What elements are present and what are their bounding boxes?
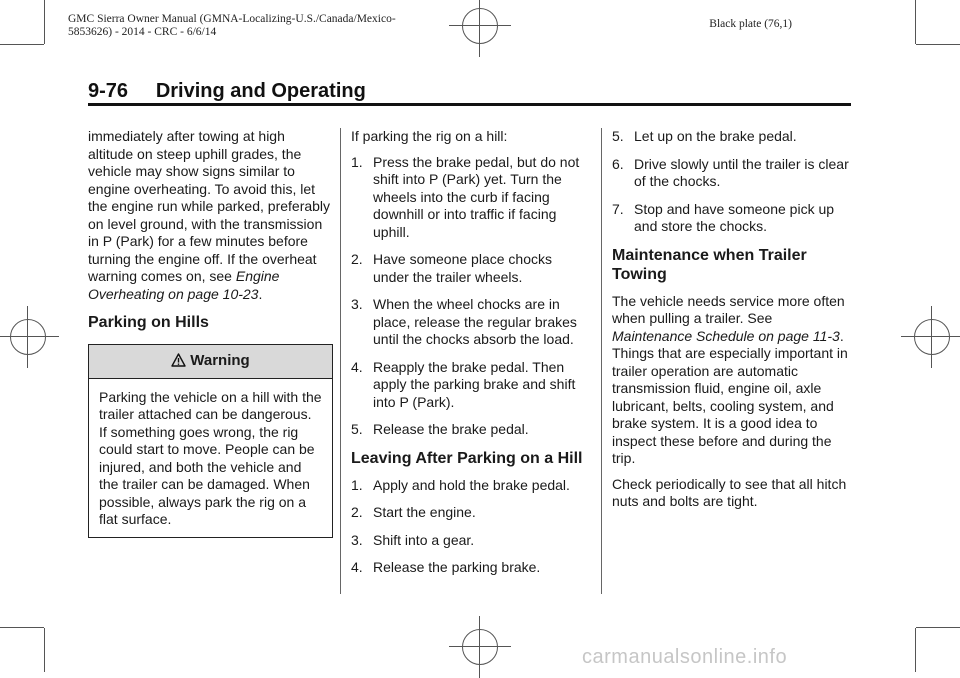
step-text: Have someone place chocks under the trailer wheels.: [373, 251, 552, 285]
registration-mark-icon: [914, 319, 950, 355]
print-header-line1: GMC Sierra Owner Manual (GMNA-Localizing-U.S./Canada/Mexico-: [68, 13, 396, 25]
list-item: [612, 156, 852, 191]
list-item: [351, 532, 589, 550]
step-text: Press the brake pedal, but do not shift into P (Park) yet. Turn the wheels into the curb if facing downhill or into traffic if facing uphill.: [373, 153, 580, 240]
step-text: Shift into a gear.: [373, 531, 475, 548]
crop-mark: [916, 44, 960, 45]
step-text: Drive slowly until the trailer is clear of the chocks.: [634, 155, 849, 189]
list-item: [351, 154, 589, 242]
step-list: [351, 477, 589, 577]
warning-box: [88, 344, 333, 538]
print-header-line2: 5853626) - 2014 - CRC - 6/6/14: [68, 26, 217, 38]
step-text: Let up on the brake pedal.: [634, 128, 797, 144]
paragraph: [88, 128, 333, 303]
list-item: [351, 296, 589, 349]
step-number: 1.: [351, 476, 363, 493]
warning-triangle-icon: [171, 353, 186, 372]
section-heading: Maintenance when Trailer Towing: [612, 246, 807, 283]
paragraph-text-end: . Things that are especially important in trailer operation are automatic transmission fluid, engine oil, axle lubricant, belts, cooling system, and brake system. It is a good idea to inspect these before and during the trip.: [612, 327, 848, 466]
page-title: 9-76 Driving and Operating: [88, 80, 366, 102]
step-list: [612, 128, 852, 236]
list-item: [351, 559, 589, 577]
step-number: 7.: [612, 200, 624, 217]
list-item: [612, 201, 852, 236]
cross-reference-link[interactable]: Maintenance Schedule on page 11-3: [612, 327, 840, 344]
paragraph-text: The vehicle needs service more often when pulling a trailer. See: [612, 292, 845, 326]
list-item: [351, 504, 589, 522]
step-number: 2.: [351, 504, 363, 520]
crop-mark: [44, 0, 45, 44]
list-item: [351, 359, 589, 412]
crop-mark: [0, 627, 44, 628]
list-item: [351, 251, 589, 286]
paragraph: [612, 293, 852, 468]
paragraph: Check periodically to see that all hitch nuts and bolts are tight.: [612, 475, 847, 509]
step-number: 4.: [351, 559, 363, 575]
crop-mark: [915, 0, 916, 44]
step-text: Release the brake pedal.: [373, 421, 529, 437]
column-3: [612, 128, 852, 519]
step-number: 1.: [351, 153, 363, 170]
plate-label: Black plate (76,1): [709, 18, 792, 30]
step-text: Release the parking brake.: [373, 559, 541, 575]
column-divider: [340, 128, 341, 594]
print-header: [68, 13, 396, 39]
crop-mark: [916, 627, 960, 628]
list-item: [351, 421, 589, 439]
step-text: Start the engine.: [373, 504, 476, 520]
step-number: 4.: [351, 358, 363, 375]
crop-mark: [44, 628, 45, 672]
registration-mark-icon: [462, 8, 498, 44]
warning-text: Parking the vehicle on a hill with the trailer attached can be dangerous. If something goes wrong, the rig could start to move. People can be injured, and both the vehicle and the trailer can be damaged. When possible, always park the rig on a flat surface.: [99, 388, 322, 527]
step-number: 5.: [612, 128, 624, 144]
step-text: Reapply the brake pedal. Then apply the parking brake and shift into P (Park).: [373, 358, 576, 410]
paragraph-text-end: .: [258, 285, 263, 302]
column-2: [351, 128, 589, 587]
cross-reference-link[interactable]: Engine Overheating on page 10-23: [88, 268, 280, 302]
crop-mark: [915, 628, 916, 672]
list-item: [612, 128, 852, 146]
step-list: [351, 154, 589, 439]
step-number: 6.: [612, 155, 624, 172]
crop-mark: [0, 44, 44, 45]
step-number: 3.: [351, 296, 363, 312]
step-text: When the wheel chocks are in place, release the regular brakes until the chocks absorb the load.: [373, 296, 577, 347]
title-rule: [88, 103, 851, 106]
paragraph-text: immediately after towing at high altitude on steep uphill grades, the vehicle may show signs similar to engine overheating. To avoid this, let the engine run while parked, preferably on level ground, with the transmission in P (Park) for a few minutes before turning the engine off. If the overheat warning comes on, see: [88, 128, 331, 284]
warning-title: Warning: [190, 352, 250, 369]
list-item: [351, 477, 589, 495]
registration-mark-icon: [10, 319, 46, 355]
column-1: [88, 128, 333, 538]
step-number: 5.: [351, 421, 363, 437]
step-text: Stop and have someone pick up and store the chocks.: [634, 200, 835, 234]
column-divider: [601, 128, 602, 594]
section-heading: Leaving After Parking on a Hill: [351, 449, 583, 467]
watermark-text: carmanualsonline.info: [582, 646, 788, 668]
step-text: Apply and hold the brake pedal.: [373, 476, 570, 493]
section-heading: Parking on Hills: [88, 314, 209, 331]
warning-header: [89, 345, 332, 379]
step-number: 3.: [351, 531, 363, 548]
registration-mark-icon: [462, 629, 498, 665]
paragraph: If parking the rig on a hill:: [351, 128, 508, 144]
step-number: 2.: [351, 251, 363, 267]
